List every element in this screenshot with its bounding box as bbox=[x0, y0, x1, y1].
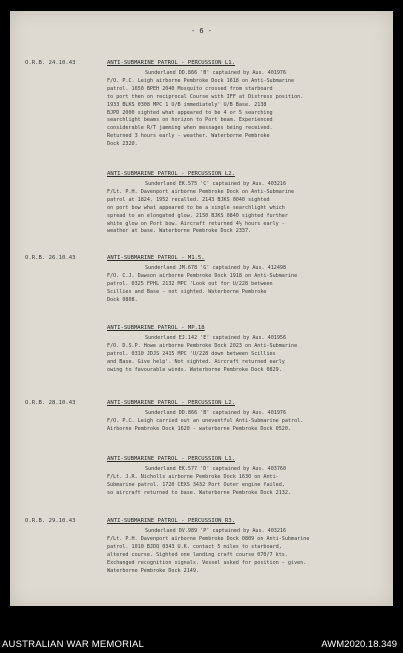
entry-line: Dock 0808. bbox=[107, 296, 138, 303]
entry-line: searchlight beams on horizon to Port beam. Experienced bbox=[107, 117, 273, 124]
entry-line: altered course. Sighted one landing craft course 070/7 kts. bbox=[107, 551, 288, 558]
entry-line: to port then on reciprocal Course with IFF at Distress position. bbox=[107, 93, 304, 100]
entry-line: patrol. 0325 FPHL 2132 MPC 'Look out for U/228 between bbox=[107, 280, 273, 287]
entry-line: Sunderland DD.866 'B' captained by Aus. 401976 bbox=[145, 70, 287, 76]
entry-line: Sunderland EJ.142 'E' captained by Aus. 401956 bbox=[145, 335, 287, 341]
entry-heading: ANTI-SUBMARINE PATROL - PERCUSSION L2. bbox=[107, 400, 235, 406]
entry-line: Waterborne Pembroke Dock 2149. bbox=[107, 567, 200, 574]
entry-heading: ANTI-SUBMARINE PATROL - PERCUSSION L1. bbox=[107, 456, 235, 462]
entry-line: F/O. P.C. Leigh airborne Pembroke Dock 1618 on Anti-Submarine bbox=[107, 77, 295, 84]
page-number: - 6 - bbox=[190, 27, 213, 35]
entry-line: considerable R/T jamming when messages being received. bbox=[107, 125, 273, 132]
document-page bbox=[10, 11, 393, 606]
entry-heading: ANTI-SUBMARINE PATROL - PERCUSSION L1. bbox=[107, 60, 235, 66]
entry-line: Submarine patrol. 1720 CEXS 3432 Port Outer engine failed, bbox=[107, 481, 285, 488]
entry-date: O.R.B. 29.10.43 bbox=[25, 518, 76, 524]
entry-body bbox=[107, 181, 382, 236]
entry-heading: ANTI-SUBMARINE PATROL - PERCUSSION R3. bbox=[107, 518, 235, 524]
entry-date: O.R.B. 24.10.43 bbox=[25, 60, 76, 66]
footer-institution: AUSTRALIAN WAR MEMORIAL bbox=[2, 639, 145, 650]
entry-body bbox=[107, 410, 382, 434]
entry-line: weather at base. Waterborne Pembroke Dock 2337. bbox=[107, 228, 252, 235]
entry-line: Exchanged recognition signals. Vessel asked for position - given. bbox=[107, 559, 307, 566]
entry-date: O.R.B. 26.10.43 bbox=[25, 255, 76, 261]
entry-body bbox=[107, 70, 382, 149]
entry-line: patrol. 1010 BJDQ 0343 U.K. contact 5 miles to starboard, bbox=[107, 543, 282, 550]
entry-line: patrol. 0310 JDJS 2415 MPC 'U/228 down between Scillies bbox=[107, 350, 276, 357]
entry-body bbox=[107, 265, 382, 305]
entry-line: owing to favourable winds. Waterborne Pembroke Dock 0829. bbox=[107, 366, 282, 373]
entry-body bbox=[107, 335, 382, 375]
entry-line: Sunderland DV.989 'P' captained by Aus. 403216 bbox=[145, 528, 287, 534]
entry-line: 1933 BLKS 0308 MPC 1 U/B immediately' U/B Base. 2138 bbox=[107, 101, 267, 108]
entry-line: Sunderland EK.575 'C' captained by Aus. 403216 bbox=[145, 181, 287, 187]
entry-line: Dock 2320. bbox=[107, 141, 138, 148]
entry-body bbox=[107, 528, 382, 575]
entry-line: F/O. D.S.P. Howe airborne Pembroke Dock 2023 on Anti-Submarine bbox=[107, 342, 298, 349]
entry-line: Airborne Pembroke Dock 1620 - waterborne Pembroke Dock 0520. bbox=[107, 425, 292, 432]
entry-line: Sunderland JM.678 'G' captained by Aus. 412498 bbox=[145, 265, 287, 271]
entry-line: Returned 3 hours early - weather. Waterborne Pembroke bbox=[107, 133, 270, 140]
entry-line: F/O. P.C. Leigh carried out an uneventful Anti-Submarine patrol. bbox=[107, 417, 304, 424]
entry-line: so aircraft returned to base. Waterborne Pembroke Dock 2132. bbox=[107, 489, 292, 496]
entry-line: BJPD 2000 sighted what appeared to be 4 or 5 searching bbox=[107, 109, 273, 116]
entry-line: F/Lt. J.R. Nicholls airborne Pembroke Dock 1630 on Anti- bbox=[107, 473, 279, 480]
entry-line: F/O. C.J. Dawson airborne Pembroke Dock 1918 on Anti-Submarine bbox=[107, 272, 298, 279]
entry-line: F/Lt. P.H. Davenport airborne Pembroke Dock 0809 on Anti-Submarine bbox=[107, 535, 310, 542]
entry-heading: ANTI-SUBMARINE PATROL - MP.18 bbox=[107, 325, 205, 331]
entry-line: white glow on Port bow. Aircraft returned 4½ hours early - bbox=[107, 220, 285, 227]
entry-line: Sunderland EK.577 'D' captained by Aus. 403760 bbox=[145, 466, 287, 472]
entry-line: and Base. Give help'. Not sighted. Aircraft returned early bbox=[107, 358, 285, 365]
entry-heading: ANTI-SUBMARINE PATROL - PERCUSSION L2. bbox=[107, 171, 235, 177]
entry-line: on port bow what appeared to be a single searchlight which bbox=[107, 204, 285, 211]
entry-line: Sunderland DD.866 'B' captained by Aus. 401976 bbox=[145, 410, 287, 416]
entry-line: Scillies and Base - not sighted. Waterborne Pembroke bbox=[107, 288, 267, 295]
entry-line: F/Lt. P.H. Davenport airborne Pembroke Dock on Anti-Submarine bbox=[107, 188, 295, 195]
entry-line: patrol. 1650 BPEH 2040 Mosquito crossed from starboard bbox=[107, 85, 273, 92]
entry-line: spread to an elongated glow. 2150 BJKS 0840 sighted further bbox=[107, 212, 288, 219]
archive-footer bbox=[0, 606, 403, 653]
entry-heading: ANTI-SUBMARINE PATROL - M1.5. bbox=[107, 255, 205, 261]
entry-line: patrol at 1824. 1952 recalled. 2143 BJKS 0040 sighted bbox=[107, 196, 270, 203]
entry-body bbox=[107, 466, 382, 498]
entry-date: O.R.B. 28.10.43 bbox=[25, 400, 76, 406]
footer-item-id: AWM2020.18.349 bbox=[321, 639, 397, 650]
